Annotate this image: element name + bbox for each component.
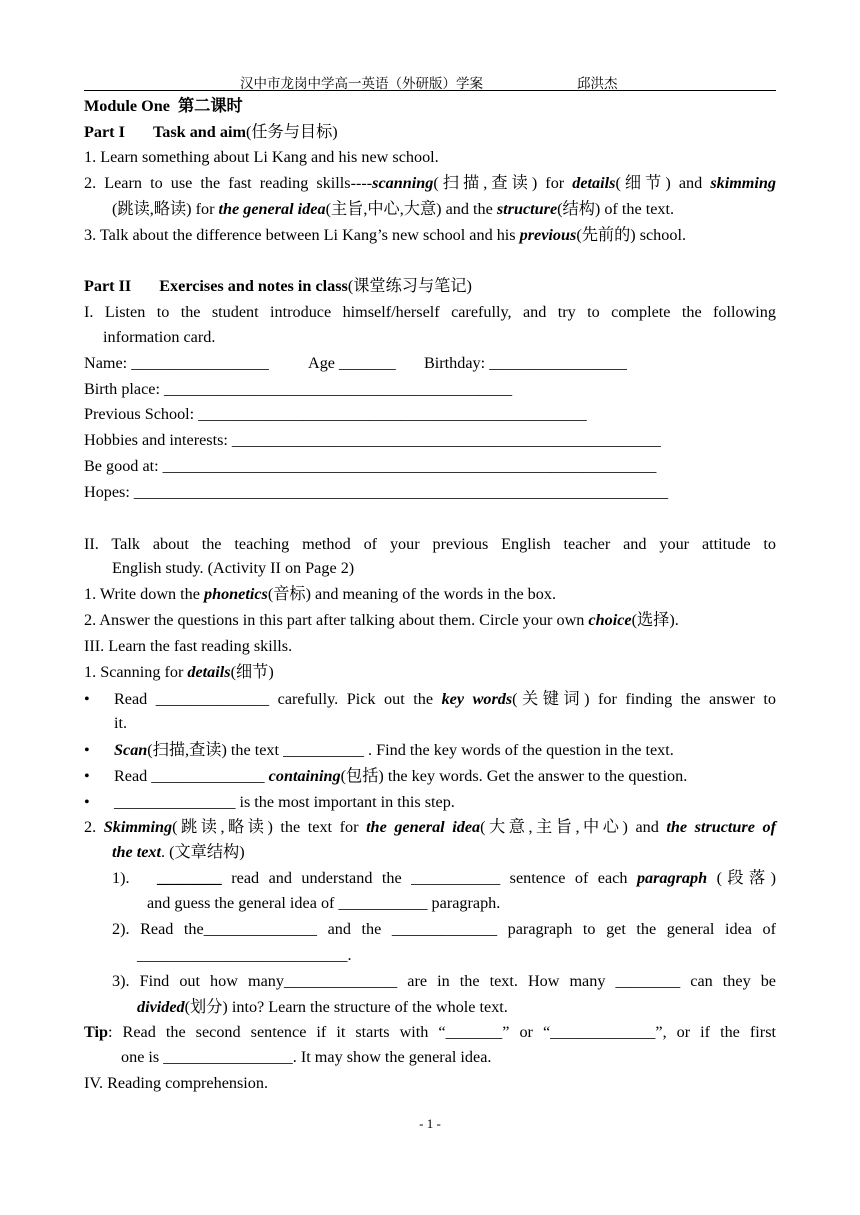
- exercise-4-heading: IV. Reading comprehension.: [84, 1074, 269, 1092]
- skimming-step-2-cont: __________________________.: [137, 946, 352, 964]
- header-school: 汉中市龙岗中学高一英语（外研版）学案: [240, 76, 483, 91]
- scanning-heading: 1. Scanning for details(细节): [84, 663, 274, 681]
- tip-line: Tip: Read the second sentence if it starts with “_______” or “_____________”, or if the first: [84, 1023, 776, 1041]
- part1-item-1: 1. Learn something about Li Kang and his new school.: [84, 148, 439, 166]
- header-author: 邱洪杰: [577, 76, 618, 91]
- age-field[interactable]: Age _______: [308, 354, 396, 372]
- bullet-1-text-cont: it.: [114, 714, 128, 732]
- bullet-4-text: _______________ is the most important in this step.: [114, 793, 455, 811]
- exercise-1-instruction: I. Listen to the student introduce himself/herself carefully, and try to complete the following: [84, 303, 776, 321]
- exercise-2-item-2: 2. Answer the questions in this part after talking about them. Circle your own choice(选择).: [84, 611, 679, 629]
- bullet-3-marker: •: [84, 767, 90, 785]
- name-field[interactable]: Name: _________________: [84, 354, 269, 372]
- page-number: - 1 -: [419, 1116, 441, 1131]
- skimming-heading-cont: the text. (文章结构): [112, 843, 245, 861]
- exercise-2-instruction: II. Talk about the teaching method of your previous English teacher and your attitude to: [84, 535, 776, 553]
- exercise-2-instruction-cont: English study. (Activity II on Page 2): [112, 559, 355, 577]
- bullet-2-text: Scan(扫描,查读) the text __________ . Find the key words of the question in the text.: [114, 741, 674, 759]
- skimming-step-1-cont: and guess the general idea of ___________ paragraph.: [147, 894, 501, 912]
- bullet-4-marker: •: [84, 793, 90, 811]
- part1-item-3: 3. Talk about the difference between Li Kang’s new school and his previous(先前的) school.: [84, 226, 687, 244]
- bullet-1-text: Read ______________ carefully. Pick out the key words(关键词) for finding the answer to: [114, 690, 777, 708]
- exercise-1-instruction-cont: information card.: [103, 328, 216, 346]
- skimming-heading: 2. Skimming(跳读,略读) the text for the general idea(大意,主旨,中心) and the structure of: [84, 818, 776, 836]
- birthday-field[interactable]: Birthday: _________________: [424, 354, 627, 372]
- skimming-step-2: 2). Read the______________ and the _____________ paragraph to get the general idea of: [112, 920, 776, 938]
- part1-item-2-cont: (跳读,略读) for the general idea(主旨,中心,大意) and the structure(结构) of the text.: [112, 200, 675, 218]
- bullet-2-marker: •: [84, 741, 90, 759]
- birthplace-field[interactable]: Birth place: ___________________________________________: [84, 380, 513, 398]
- previous-school-field[interactable]: Previous School: ________________________________________________: [84, 405, 587, 423]
- bullet-1-marker: •: [84, 690, 90, 708]
- module-title: Module One 第二课时: [84, 97, 243, 115]
- exercise-3-heading: III. Learn the fast reading skills.: [84, 637, 293, 655]
- part1-item-2: 2. Learn to use the fast reading skills----scanning(扫描,查读) for details(细节) and skimming: [84, 174, 776, 192]
- exercise-2-item-1: 1. Write down the phonetics(音标) and meaning of the words in the box.: [84, 585, 557, 603]
- part2-heading: Part II Exercises and notes in class(课堂练习与笔记): [84, 277, 472, 295]
- page-header: [84, 70, 776, 91]
- hopes-field[interactable]: Hopes: __________________________________________________________________: [84, 483, 669, 501]
- hobbies-field[interactable]: Hobbies and interests: _____________________________________________________: [84, 431, 661, 449]
- tip-line-cont: one is ________________. It may show the general idea.: [121, 1048, 492, 1066]
- part1-heading: Part I Task and aim(任务与目标): [84, 123, 338, 141]
- skimming-step-1: 1). ________ read and understand the ___________ sentence of each paragraph (段落): [112, 869, 777, 887]
- bullet-3-text: Read ______________ containing(包括) the key words. Get the answer to the question.: [114, 767, 688, 785]
- skimming-step-3-cont: divided(划分) into? Learn the structure of the whole text.: [137, 998, 508, 1016]
- skimming-step-3: 3). Find out how many______________ are in the text. How many ________ can they be: [112, 972, 776, 990]
- good-at-field[interactable]: Be good at: _____________________________________________________________: [84, 457, 657, 475]
